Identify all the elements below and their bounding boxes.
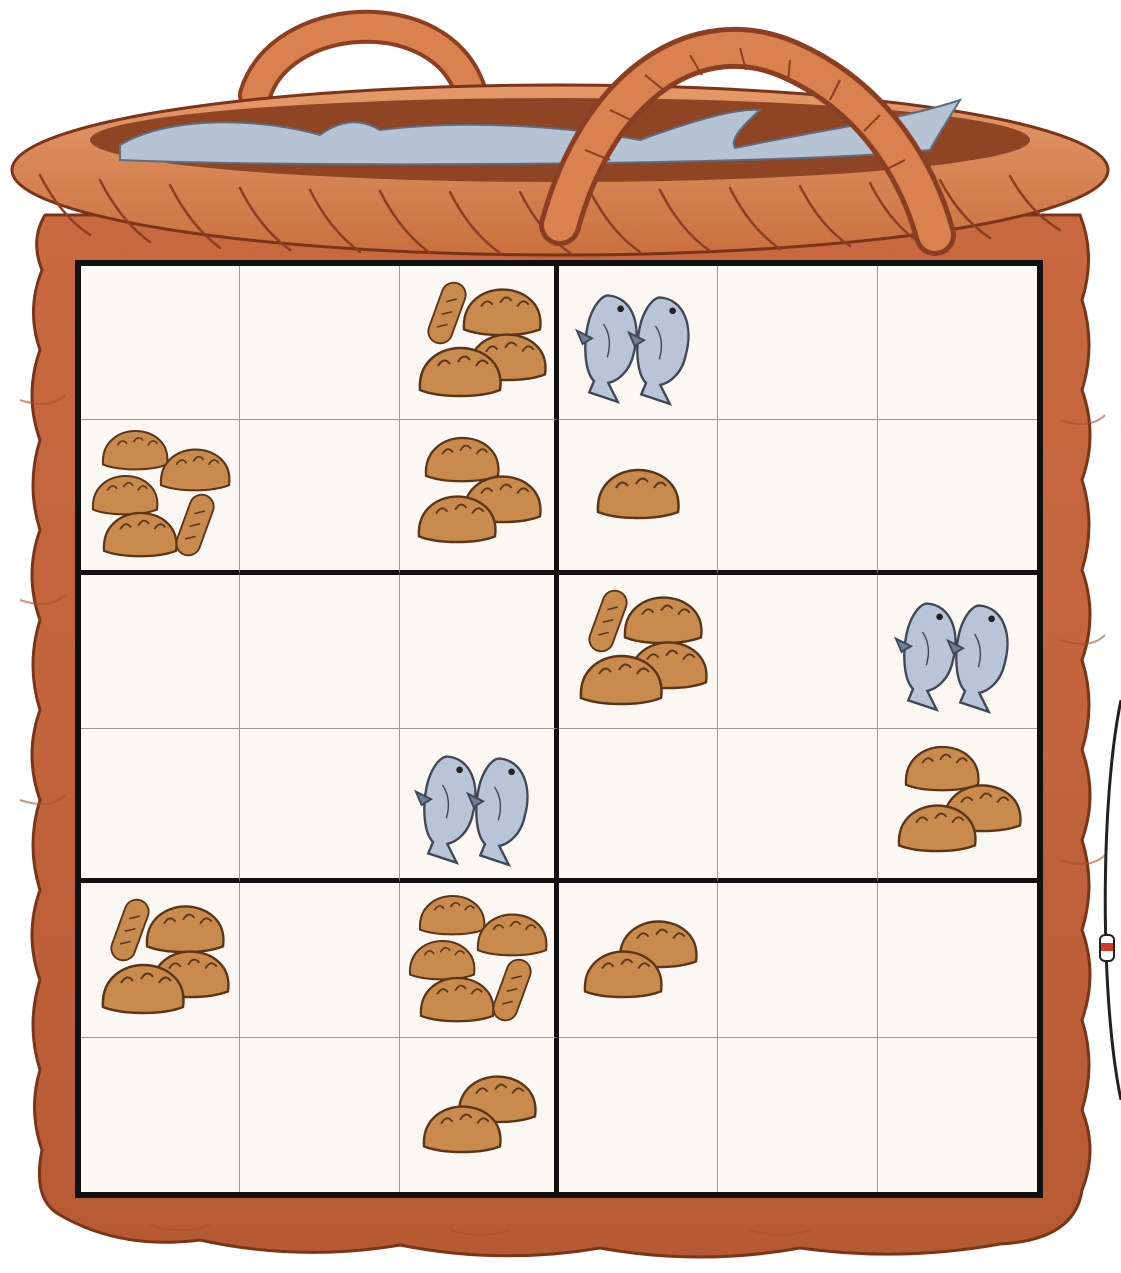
- bread-group: [402, 1045, 552, 1185]
- grid-cell-r6c3[interactable]: [400, 1038, 559, 1192]
- grid-cell-r1c4[interactable]: [559, 266, 718, 420]
- round-bread-loaf-icon: [464, 289, 541, 335]
- long-bread-loaf-icon: [173, 491, 217, 558]
- fish-group: [882, 581, 1032, 721]
- round-bread-loaf-icon: [420, 896, 484, 934]
- fish-group: [563, 273, 713, 413]
- grid-cell-r5c6[interactable]: [878, 883, 1037, 1037]
- grid-cell-r3c1[interactable]: [81, 575, 240, 729]
- fish-group: [402, 734, 552, 874]
- fish-icon: [629, 297, 689, 403]
- grid-cell-r6c6[interactable]: [878, 1038, 1037, 1192]
- fish-icon: [896, 604, 956, 710]
- grid-cell-r5c1[interactable]: [81, 883, 240, 1037]
- round-bread-loaf-icon: [478, 914, 547, 955]
- round-bread-loaf-icon: [93, 476, 157, 514]
- grid-cell-r3c3[interactable]: [400, 575, 559, 729]
- grid-cell-r4c5[interactable]: [718, 729, 877, 883]
- grid-cell-r4c6[interactable]: [878, 729, 1037, 883]
- round-bread-loaf-icon: [421, 978, 494, 1021]
- bread-group: [563, 425, 713, 565]
- round-bread-loaf-icon: [103, 431, 167, 469]
- bread-group: [402, 425, 552, 565]
- grid-cell-r5c4[interactable]: [559, 883, 718, 1037]
- grid-cell-r6c2[interactable]: [240, 1038, 399, 1192]
- grid-cell-r2c4[interactable]: [559, 420, 718, 574]
- long-bread-loaf-icon: [586, 588, 630, 655]
- grid-cell-r4c1[interactable]: [81, 729, 240, 883]
- grid-cell-r3c6[interactable]: [878, 575, 1037, 729]
- round-bread-loaf-icon: [426, 438, 499, 481]
- grid-cell-r4c4[interactable]: [559, 729, 718, 883]
- bread-group: [882, 734, 1032, 874]
- round-bread-loaf-icon: [161, 449, 230, 490]
- bread-group: [85, 425, 235, 565]
- grid-cell-r1c2[interactable]: [240, 266, 399, 420]
- grid-cell-r1c3[interactable]: [400, 266, 559, 420]
- round-bread-loaf-icon: [410, 941, 474, 979]
- grid-cell-r5c3[interactable]: [400, 883, 559, 1037]
- long-bread-loaf-icon: [490, 956, 534, 1023]
- grid-cell-r1c5[interactable]: [718, 266, 877, 420]
- grid-cell-r2c2[interactable]: [240, 420, 399, 574]
- grid-cell-r1c1[interactable]: [81, 266, 240, 420]
- round-bread-loaf-icon: [598, 470, 679, 518]
- bread-group: [563, 890, 713, 1030]
- grid-cell-r5c5[interactable]: [718, 883, 877, 1037]
- grid-cell-r2c5[interactable]: [718, 420, 877, 574]
- grid-cell-r2c1[interactable]: [81, 420, 240, 574]
- grid-cell-r3c2[interactable]: [240, 575, 399, 729]
- grid-cell-r4c2[interactable]: [240, 729, 399, 883]
- grid-cell-r6c5[interactable]: [718, 1038, 877, 1192]
- round-bread-loaf-icon: [147, 906, 224, 952]
- side-strap: [1105, 700, 1121, 1100]
- long-bread-loaf-icon: [425, 279, 469, 346]
- round-bread-loaf-icon: [625, 598, 702, 644]
- bread-group: [402, 890, 552, 1030]
- fish-icon: [416, 756, 476, 862]
- grid-cell-r4c3[interactable]: [400, 729, 559, 883]
- round-bread-loaf-icon: [906, 747, 979, 790]
- grid-cell-r6c4[interactable]: [559, 1038, 718, 1192]
- grid-cell-r5c2[interactable]: [240, 883, 399, 1037]
- long-bread-loaf-icon: [108, 896, 152, 963]
- grid-cell-r2c3[interactable]: [400, 420, 559, 574]
- grid-cell-r1c6[interactable]: [878, 266, 1037, 420]
- sudoku-board: [75, 260, 1043, 1198]
- fish-icon: [948, 606, 1008, 712]
- fish-icon: [468, 758, 528, 864]
- grid-cell-r2c6[interactable]: [878, 420, 1037, 574]
- fish-icon: [577, 295, 637, 401]
- grid-cell-r3c5[interactable]: [718, 575, 877, 729]
- grid-cell-r3c4[interactable]: [559, 575, 718, 729]
- bread-group: [85, 890, 235, 1030]
- grid-cell-r6c1[interactable]: [81, 1038, 240, 1192]
- round-bread-loaf-icon: [104, 513, 177, 556]
- bread-group: [563, 581, 713, 721]
- bread-group: [402, 273, 552, 413]
